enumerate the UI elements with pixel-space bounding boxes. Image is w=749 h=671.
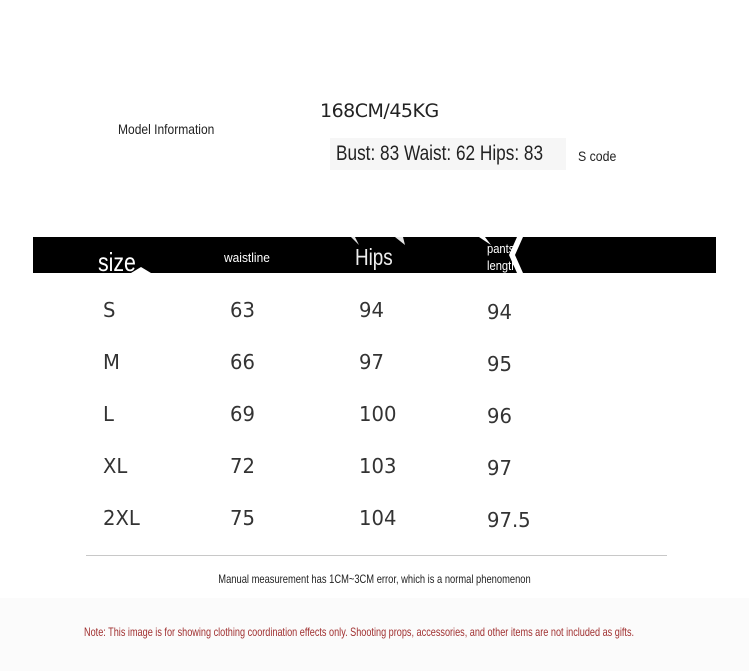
cell-waistline: 63: [230, 298, 255, 322]
header-pants-length: [487, 240, 517, 274]
cell-waistline: 66: [230, 350, 255, 374]
table-row: [0, 337, 749, 389]
size-table-header: [33, 237, 716, 277]
header-hips: Hips: [355, 244, 393, 270]
model-info-label: Model Information: [118, 121, 215, 137]
model-height-weight: 168CM/45KG: [320, 100, 439, 122]
table-row: [0, 493, 749, 545]
cell-waistline: 75: [230, 506, 255, 530]
header-size: size: [98, 247, 136, 277]
cell-hips: 104: [359, 506, 397, 530]
model-size: S code: [578, 148, 617, 164]
cell-size: XL: [103, 454, 128, 478]
cell-pants-length: 97.5: [487, 508, 531, 532]
model-measurements: Bust: 83 Waist: 62 Hips: 83: [336, 142, 544, 165]
table-row: [0, 285, 749, 337]
measurement-note: Manual measurement has 1CM~3CM error, which is a normal phenomenon: [218, 572, 531, 586]
cell-pants-length: 94: [487, 300, 512, 324]
header-pants-length-line1: pants: [487, 241, 515, 256]
cell-waistline: 72: [230, 454, 255, 478]
header-pants-length-line2: length: [487, 258, 518, 273]
cell-size: 2XL: [103, 506, 140, 530]
cell-size: S: [103, 298, 116, 322]
cell-pants-length: 96: [487, 404, 512, 428]
disclaimer-note: Note: This image is for showing clothing coordination effects only. Shooting props, accessories, and other items are not included as gifts.: [84, 625, 635, 639]
cell-hips: 103: [359, 454, 397, 478]
cell-size: L: [103, 402, 114, 426]
table-row: [0, 389, 749, 441]
cell-size: M: [103, 350, 120, 374]
cell-pants-length: 97: [487, 456, 512, 480]
table-row: [0, 441, 749, 493]
cell-hips: 94: [359, 298, 384, 322]
model-measurements-box: [330, 138, 566, 170]
cell-pants-length: 95: [487, 352, 512, 376]
cell-hips: 100: [359, 402, 397, 426]
table-divider: [86, 555, 667, 556]
cell-hips: 97: [359, 350, 384, 374]
cell-waistline: 69: [230, 402, 255, 426]
header-waistline: waistline: [224, 250, 270, 265]
